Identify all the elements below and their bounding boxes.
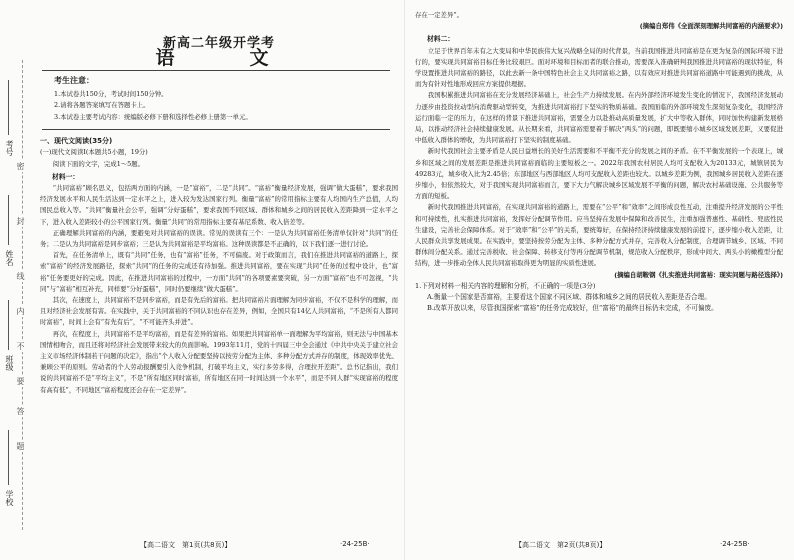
seal-word: 题 <box>16 442 25 450</box>
question-option: B.改革开放以来，尽管我国探索“富裕”的任务完成较好，但“富裕”的最终目标仍未完成，不可偏废。 <box>427 304 718 313</box>
source-citation: (摘编自胡鞍钢《扎实推进共同富裕：现实问题与路径选择》) <box>614 270 783 279</box>
passage-paragraph: 其次，在速度上，共同富裕不是同步富裕，而是有先后的富裕。把共同富裕片面理解为同步富裕，不仅不是科学的理解，而且对经济社会发展有害。在实践中，关于共同富裕的不同认识也存在差异，例如，全国只有14亿人共同富裕，“不是所有人都同时富裕”，时间上会有“有先有后”，“不可能齐头并进”。 <box>40 295 398 327</box>
exam-title: 新高二年级开学考 <box>162 36 275 51</box>
notice-item: 3.本试卷主要考试内容：统编版必修下册和选择性必修上册第一单元。 <box>54 112 252 121</box>
exam-number-label: 考号 <box>5 140 14 156</box>
passage-paragraph: 立足于世界百年未有之大变局和中华民族伟大复兴战略全局的时代背景，当前我国推进共同富裕是在更为复杂的国际环境下进行的，要实现共同富裕目标任务比较艰巨。面对环境和目标而者的联合推动，需要深入准确研判我国推进共同富裕的现状特征，科学设置推进共同富裕的路径，以此去新一条中国特色社会主义共同富裕之路，以有效应对推进共同富裕道路中可能遇到的挑战，从而为有针对性地形成回应方案提供理据。 <box>415 46 783 89</box>
exam-code: ·24-25B· <box>340 540 370 548</box>
question-option: A.衡量一个国家是否富裕，主要看这个国家不同区域、群体和城乡之间的居民收入差距是否合理。 <box>427 293 711 302</box>
passage-paragraph: 再次，在程度上，共同富裕不是平均富裕，而是有差异的富裕。如果把共同富裕单一面理解为平均富裕，则无法与中国基本国情相吻合，而且还将对经济社会发展带来较大的负面影响。1993年11月，党的十四届三中全会通过《中共中央关于建立社会主义市场经济体制若干问题的决定》，指出“个人收入分配要坚持以按劳分配为主体、多种分配方式并存的制度，体现效率优先、兼顾公平的原则。劳动者的个人劳动报酬要引入竞争机制，打破平均主义，实行多劳多得，合理拉开差距”。总书记指出，我们说的共同富裕不是“平均主义”，不是“所有地区同时富裕，所有地区在同一时间达到一个水平”，而是不同人群“实现富裕的程度有高有低”，不同地区“富裕程度还会存在一定差异”。 <box>40 329 398 394</box>
class-label: 班级 <box>5 355 14 371</box>
passage-paragraph: 我国积累推进共同富裕在充分发展经济基础上，社会生产力持续发展。在内外部经济环境发生变化的情况下，我国经济发展动力逐步由投资拉动型向消费驱动型转变，为推进共同富裕打下坚实的物质基础。我国面临的外部环境发生深刻复杂变化，我国经济运行面临一定的压力，在这样的背景下推进共同富裕，需要全力以赴推动高质量发展，扩大中等收入群体，同时加快构建新发展格局，以推动经济社会持续健康发展。从长期来看，共同富裕需要着手解决“两头”的问题，即既要缩小城乡区域发展差距，又要促进中低收入群体的增收，为共同富裕打下坚实的制度基础。 <box>415 91 783 145</box>
name-label: 姓名 <box>5 250 14 266</box>
seal-word: 要 <box>16 377 25 385</box>
material-label: 材料二： <box>427 35 455 44</box>
page-fold <box>404 0 405 560</box>
material-label: 材料一： <box>52 172 80 181</box>
exam-code: ·24-25B· <box>720 540 750 548</box>
seal-word: 密 <box>16 162 25 170</box>
subsection-heading: (一)现代文阅读Ⅰ(本题共5小题，19分) <box>40 148 148 157</box>
passage-paragraph: 新时代我国推进共同富裕，在实现共同富裕的道路上，需要在“公平”和“效率”之间形成良性互动，注重提升经济发展的公平性和可持续性，扎实推进共同富裕，发挥好分配调节作用。应当坚持在发展中保障和改善民生，注重加强普惠性、基础性、兜底性民生建设，完善社会保障体系。对于“效率”和“公平”的关系，要统筹好，在保持经济持续健康发展的前提下，逐步缩小收入差距，让人民群众共享发展成果。在实践中，要坚持按劳分配为主体、多种分配方式并存，完善收入分配制度，合理调节城乡、区域、不同群体间分配关系。通过完善税收、社会保障、转移支付等再分配调节机制，规范收入分配秩序，形成中间大、两头小的橄榄型分配结构，进一步推动全体人民共同富裕取得更为明显的实质性进展。 <box>415 203 783 268</box>
class-line <box>8 300 9 350</box>
notice-item: 1.本试卷共150分，考试时间150分钟。 <box>54 89 168 98</box>
school-line <box>8 430 9 485</box>
seal-word: 内 <box>16 307 25 315</box>
passage-continuation: 存在一定差异”。 <box>415 11 464 19</box>
notice-title: 考生注意： <box>54 76 94 86</box>
page-1 <box>40 10 398 396</box>
candidate-notice <box>42 70 390 130</box>
seal-word: 线 <box>16 272 25 280</box>
reading-instruction: 阅读下面的文字，完成1～5题。 <box>52 159 145 168</box>
seal-word: 不 <box>16 342 25 350</box>
passage-paragraph: 新时代我国社会主要矛盾是人民日益增长的美好生活需要和不平衡不充分的发展之间的矛盾。在不平衡发展的一个表现上，城乡和区域之间的发展差距是推进共同富裕面临的主要短板之一。2022年我国农村居民人均可支配收入为20133元，城镇居民为49283元，城乡收入比为2.45倍；东部地区与西部地区人均可支配收入差距也较大。以城乡差距为例，我国城乡居民收入差距在逐步缩小，但依然较大，对于我国实现共同富裕而言，要下大力气解决城乡区域发展不平衡的问题，解决农村基础设施、公共服务等方面的短板。 <box>415 147 783 201</box>
passage-paragraph: 正确理解共同富裕的内涵，要避免对共同富裕的误读。常见的误读有三个：一是认为共同富裕任务清单仅针对“共同”的任务；二是认为共同富裕是同步富裕；三是认为共同富裕是平均富裕。这种误读都是不正确的，以下我们逐一进行讨论。 <box>40 228 398 248</box>
passage-paragraph: “共同富裕”顾名思义，包括两方面的内涵，一是“富裕”，二是“共同”。“富裕”衡量经济发展，强调“做大蛋糕”，要求我国经济发展水平和人民生活达到一定水平之上，进入较为发达国家行列。衡量“富裕”的常用指标主要有人均国内生产总值，人均国民总收入等。“共同”衡量社会公平，强调“分好蛋糕”，要求我国不同区域、群体和城乡之间的居民收入差距降到一定水平之下，进入收入差距较小的公平国家行列。衡量“共同”的常用指标主要有基尼系数、收入倍差等。 <box>40 183 398 226</box>
question-stem: 1.下列对材料一相关内容的理解和分析，不正确的一项是(3分) <box>415 281 596 290</box>
page-2 <box>415 10 783 314</box>
page-number: 【高二语文 第1页(共8页)】 <box>140 541 232 549</box>
name-line <box>8 195 9 245</box>
page-number: 【高二语文 第2页(共8页)】 <box>515 541 607 549</box>
seal-word: 答 <box>16 407 25 415</box>
source-citation: (摘编自郑伟《全面深刻理解共同富裕的内涵要求》) <box>639 22 783 31</box>
seal-word: 封 <box>16 217 25 225</box>
notice-item: 2.请将各题答案填写在答题卡上。 <box>54 101 150 110</box>
exam-number-line <box>8 80 9 135</box>
seal-dashed-line <box>22 60 23 530</box>
binding-margin <box>0 0 36 560</box>
passage-paragraph: 首先，在任务清单上，既有“共同”任务，也有“富裕”任务，不可偏废。对于政策而言，我们在推进共同富裕的道路上，探索“富裕”的经济发展路径，探索“共同”的任务的完成还有待加强。推进共同富裕，要在实现“共同”任务的过程中设计，也“富裕”任务要更好的完成。因此，在推进共同富裕的过程中，一方面“共同”的各项要素要突破，另一方面“富裕”也不可忽视，“共同”与“富裕”相互补充，同样要“分好蛋糕”，同时仍要继续“做大蛋糕”。 <box>40 251 398 293</box>
subject-title: 语 文 <box>155 47 297 70</box>
school-label: 学校 <box>5 490 14 506</box>
section-heading: 一、现代文阅读(35分) <box>40 137 113 146</box>
